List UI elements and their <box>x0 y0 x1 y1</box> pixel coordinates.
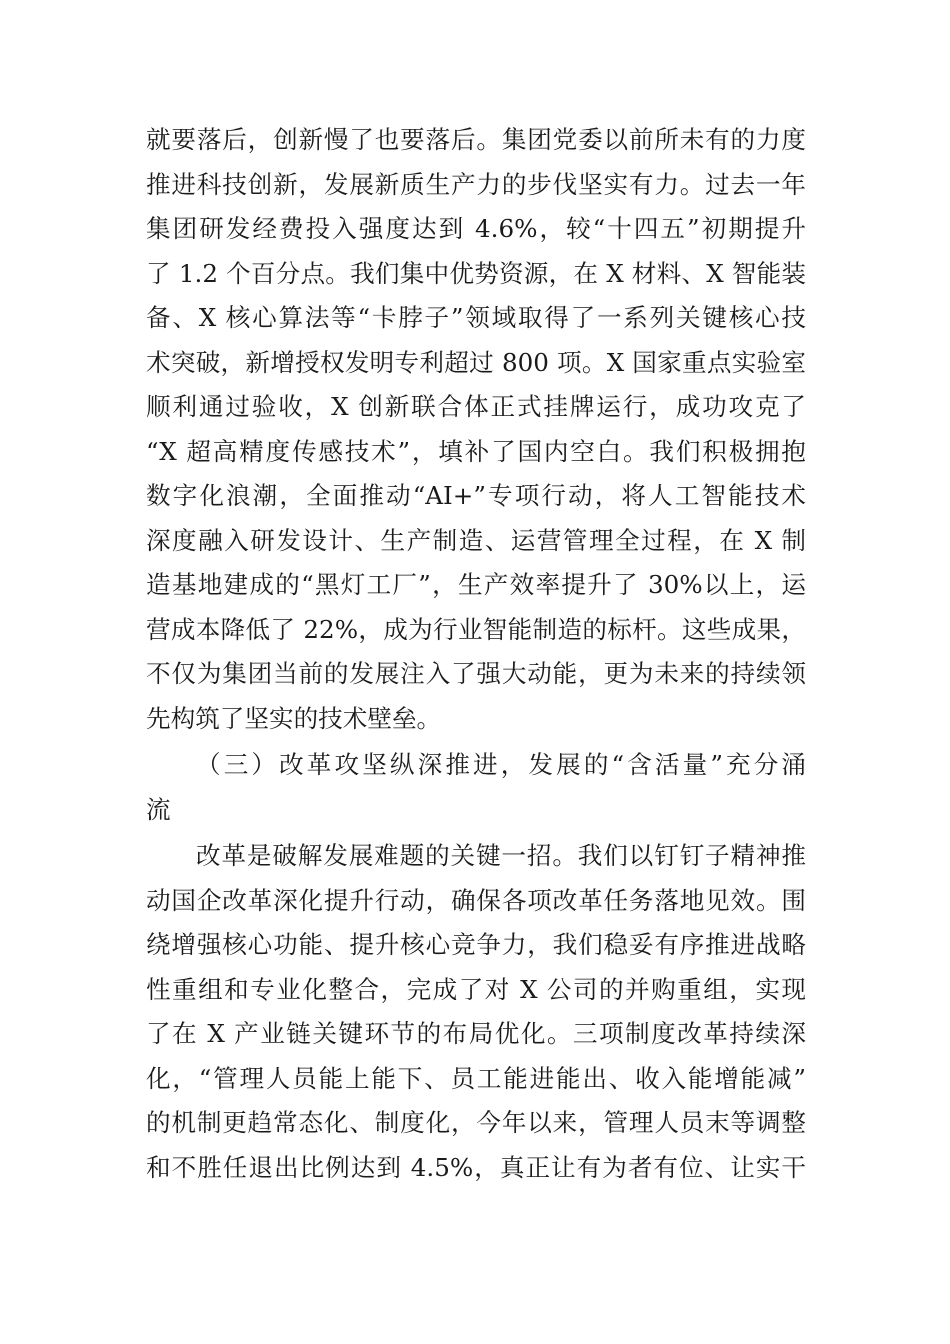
body-line: 推进科技创新，发展新质生产力的步伐坚实有力。过去一年 <box>146 170 806 199</box>
body-line: 性重组和专业化整合，完成了对 X 公司的并购重组，实现 <box>146 975 806 1004</box>
body-line: 顺利通过验收，X 创新联合体正式挂牌运行，成功攻克了 <box>146 392 806 421</box>
body-line: 深度融入研发设计、生产制造、运营管理全过程，在 X 制 <box>146 526 806 555</box>
body-line: 造基地建成的“黑灯工厂”，生产效率提升了 30%以上，运 <box>146 570 806 599</box>
body-line: 备、X 核心算法等“卡脖子”领域取得了一系列关键核心技 <box>146 303 806 332</box>
body-line: 不仅为集团当前的发展注入了强大动能，更为未来的持续领 <box>146 659 806 688</box>
body-line: 化，“管理人员能上能下、员工能进能出、收入能增能减” <box>146 1064 806 1093</box>
body-line: 和不胜任退出比例达到 4.5%，真正让有为者有位、让实干 <box>146 1153 806 1182</box>
section-heading-end: 流 <box>146 795 171 824</box>
body-line: 术突破，新增授权发明专利超过 800 项。X 国家重点实验室 <box>146 348 806 377</box>
body-line: 了 1.2 个百分点。我们集中优势资源，在 X 材料、X 智能装 <box>146 259 806 288</box>
body-line: 集团研发经费投入强度达到 4.6%，较“十四五”初期提升 <box>146 214 806 243</box>
body-line: 了在 X 产业链关键环节的布局优化。三项制度改革持续深 <box>146 1019 806 1048</box>
body-line: “X 超高精度传感技术”，填补了国内空白。我们积极拥抱 <box>146 437 806 466</box>
body-line: 营成本降低了 22%，成为行业智能制造的标杆。这些成果， <box>146 615 806 644</box>
body-line: 绕增强核心功能、提升核心竞争力，我们稳妥有序推进战略 <box>146 930 806 959</box>
body-line: 就要落后，创新慢了也要落后。集团党委以前所未有的力度 <box>146 125 806 154</box>
body-line: 动国企改革深化提升行动，确保各项改革任务落地见效。围 <box>146 886 806 915</box>
paragraph-end-line: 先构筑了坚实的技术壁垒。 <box>146 704 442 733</box>
paragraph-first-line: 改革是破解发展难题的关键一招。我们以钉钉子精神推 <box>196 841 806 870</box>
body-line: 数字化浪潮，全面推动“AI+”专项行动，将人工智能技术 <box>146 481 806 510</box>
section-heading: （三）改革攻坚纵深推进，发展的“含活量”充分涌 <box>196 750 806 779</box>
body-line: 的机制更趋常态化、制度化，今年以来，管理人员末等调整 <box>146 1108 806 1137</box>
